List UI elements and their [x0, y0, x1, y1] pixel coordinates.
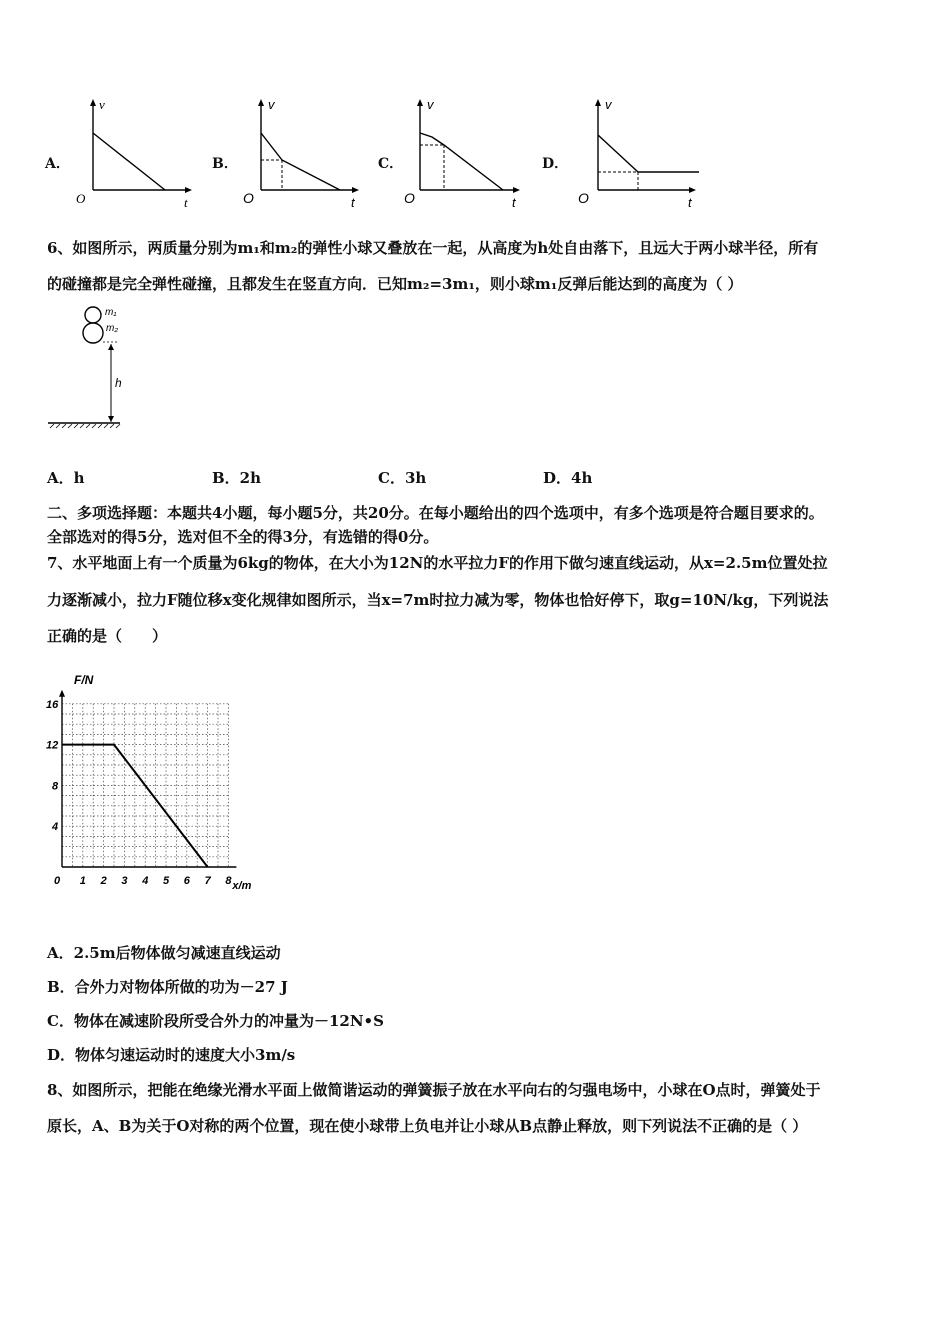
q6-line2: 的碰撞都是完全弹性碰撞，且都发生在竖直方向．已知m₂=3m₁，则小球m₁反弹后能达到的高度为（ ）: [47, 275, 743, 293]
q7-line1: 7、水平地面上有一个质量为6kg的物体，在大小为12N的水平拉力F的作用下做匀速直线运动，从x=2.5m位置处拉: [47, 554, 828, 572]
y-tick-label: 16: [46, 698, 59, 711]
q7-option-d: D．物体匀速运动时的速度大小3m/s: [47, 1046, 296, 1064]
option-a-label: A．: [45, 156, 70, 172]
option-c-label: C．: [378, 156, 404, 172]
q6-option-c: C．3h: [378, 469, 427, 487]
x-tick-label: 3: [121, 875, 128, 887]
x-axis-label: x/m: [232, 880, 252, 892]
q5-options: [0, 95, 950, 215]
section2-line1: 二、多项选择题：本题共4小题，每小题5分，共20分。在每小题给出的四个选项中，有多个选项是符合题目要求的。: [47, 504, 824, 522]
label-m2: m₂: [106, 323, 119, 334]
option-a-v: v: [99, 97, 105, 112]
x-tick-label: 5: [163, 875, 170, 887]
x-tick-label: 7: [204, 875, 211, 887]
q6-option-d: D．4h: [543, 469, 593, 487]
q6-option-a: A．h: [47, 469, 85, 487]
option-c-o: O: [404, 190, 415, 206]
option-b-t: t: [351, 195, 355, 210]
q6-line1: 6、如图所示，两质量分别为m₁和m₂的弹性小球又叠放在一起，从高度为h处自由落下，且远大于两小球半径，所有: [47, 239, 819, 257]
y-tick-label: 8: [52, 780, 59, 793]
option-c-graph: [398, 95, 523, 210]
y-tick-label: 4: [52, 821, 59, 834]
option-c-v: v: [427, 97, 434, 112]
q7-option-b: B．合外力对物体所做的功为－27 J: [47, 978, 288, 996]
option-b-label: B．: [212, 156, 238, 172]
option-d-v: v: [605, 97, 612, 112]
option-c-t: t: [512, 195, 516, 210]
y-axis-arrow: [59, 690, 65, 697]
q6-figure: [44, 302, 134, 437]
option-b-v: v: [268, 97, 275, 112]
option-a-graph: [70, 95, 195, 210]
option-d-curve: [598, 135, 699, 172]
q8-line1: 8、如图所示，把能在绝缘光滑水平面上做简谐运动的弹簧振子放在水平向右的匀强电场中，小球在O点时，弹簧处于: [47, 1081, 821, 1099]
x-tick-label: 8: [225, 875, 232, 887]
option-a-t: t: [184, 195, 188, 210]
option-d-o: O: [578, 190, 589, 206]
q7-line3: 正确的是（ ）: [47, 627, 168, 645]
ball-m2: [83, 323, 103, 343]
q7-option-a: A．2.5m后物体做匀减速直线运动: [47, 944, 281, 962]
ball-m1: [85, 307, 101, 323]
label-m1: m₁: [105, 307, 117, 318]
x-tick-label: 2: [100, 875, 107, 887]
q7-option-c: C．物体在减速阶段所受合外力的冲量为－12N•S: [47, 1012, 384, 1030]
option-c-curve: [420, 133, 503, 190]
force-displacement-chart: [40, 672, 260, 900]
y-axis-label: F/N: [74, 672, 94, 687]
q8-line2: 原长，A、B为关于O对称的两个位置，现在使小球带上负电并让小球从B点静止释放，则下列说法不正确的是（ ）: [47, 1117, 808, 1135]
x-tick-label: 0: [54, 875, 61, 887]
q6-option-b: B．2h: [212, 469, 262, 487]
x-tick-label: 1: [79, 875, 86, 887]
x-tick-label: 4: [142, 875, 149, 887]
x-tick-label: 6: [183, 875, 190, 887]
label-h: h: [115, 376, 122, 390]
section2-line2: 全部选对的得5分，选对但不全的得3分，有选错的得0分。: [47, 528, 439, 546]
option-a-curve: [93, 133, 165, 190]
q7-line2: 力逐渐减小，拉力F随位移x变化规律如图所示，当x=7m时拉力减为零，物体也恰好停下，取g=10N/kg，下列说法: [47, 591, 829, 609]
option-b-graph: [237, 95, 362, 210]
y-tick-label: 12: [46, 739, 59, 752]
option-d-t: t: [688, 195, 692, 210]
option-d-label: D．: [542, 156, 569, 172]
option-b-o: O: [243, 190, 254, 206]
option-a-o: O: [76, 191, 86, 206]
option-d-graph: [574, 95, 699, 210]
option-b-curve: [261, 133, 340, 190]
